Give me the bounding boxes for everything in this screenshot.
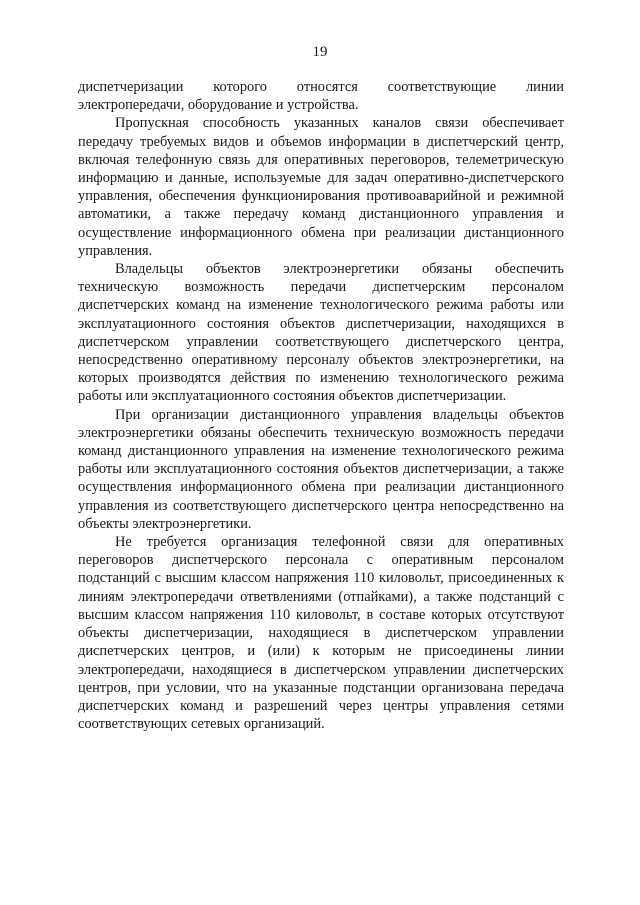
paragraph-telephone-exemption: Не требуется организация телефонной связи для оперативных переговоров диспетчерского персонала с оперативным персоналом подстанций с высшим классом напряжения 110 киловольт, присоединенных к линиям электропередачи ответвлениями (отпайками), а также подстанций с высшим классом напряжения 110 киловольт, в составе которых отсутствуют объекты диспетчеризации, находящиеся в диспетчерском управлении диспетчерских центров, и (или) к которым не присоединены линии электропередачи, находящиеся в диспетчерском управлении диспетчерских центров, при условии, что на указанные подстанции организована передача диспетчерских команд и разрешений через центры управления сетями соответствующих сетевых организаций. (78, 534, 564, 733)
document-body (78, 78, 564, 733)
paragraph-continuation: диспетчеризации которого относятся соответствующие линии электропередачи, оборудование и устройства. (78, 79, 564, 114)
paragraph-bandwidth: Пропускная способность указанных каналов связи обеспечивает передачу требуемых видов и объемов информации в диспетчерский центр, включая телефонную связь для оперативных переговоров, телеметрическую информацию и данные, используемые для задач оперативно-диспетчерского управления, обеспечения функционирования противоаварийной и режимной автоматики, а также передачу команд дистанционного управления и осуществление информационного обмена при реализации дистанционного управления. (78, 115, 564, 259)
page-number: 19 (312, 44, 328, 60)
paragraph-owners-obligations: Владельцы объектов электроэнергетики обязаны обеспечить техническую возможность передачи диспетчерским персоналом диспетчерских команд на изменение технологического режима работы или эксплуатационного состояния объектов диспетчеризации, находящихся в диспетчерском управлении соответствующего диспетчерского центра, непосредственно оперативному персоналу объектов электроэнергетики, на которых производятся действия по изменению технологического режима работы или эксплуатационного состояния объектов диспетчеризации. (78, 261, 564, 405)
paragraph-remote-control: При организации дистанционного управления владельцы объектов электроэнергетики обязаны обеспечить техническую возможность передачи команд дистанционного управления на изменение технологического режима работы или эксплуатационного состояния объектов диспетчеризации, а также осуществления информационного обмена при реализации дистанционного управления из соответствующего диспетчерского центра непосредственно на объекты электроэнергетики. (78, 406, 564, 532)
